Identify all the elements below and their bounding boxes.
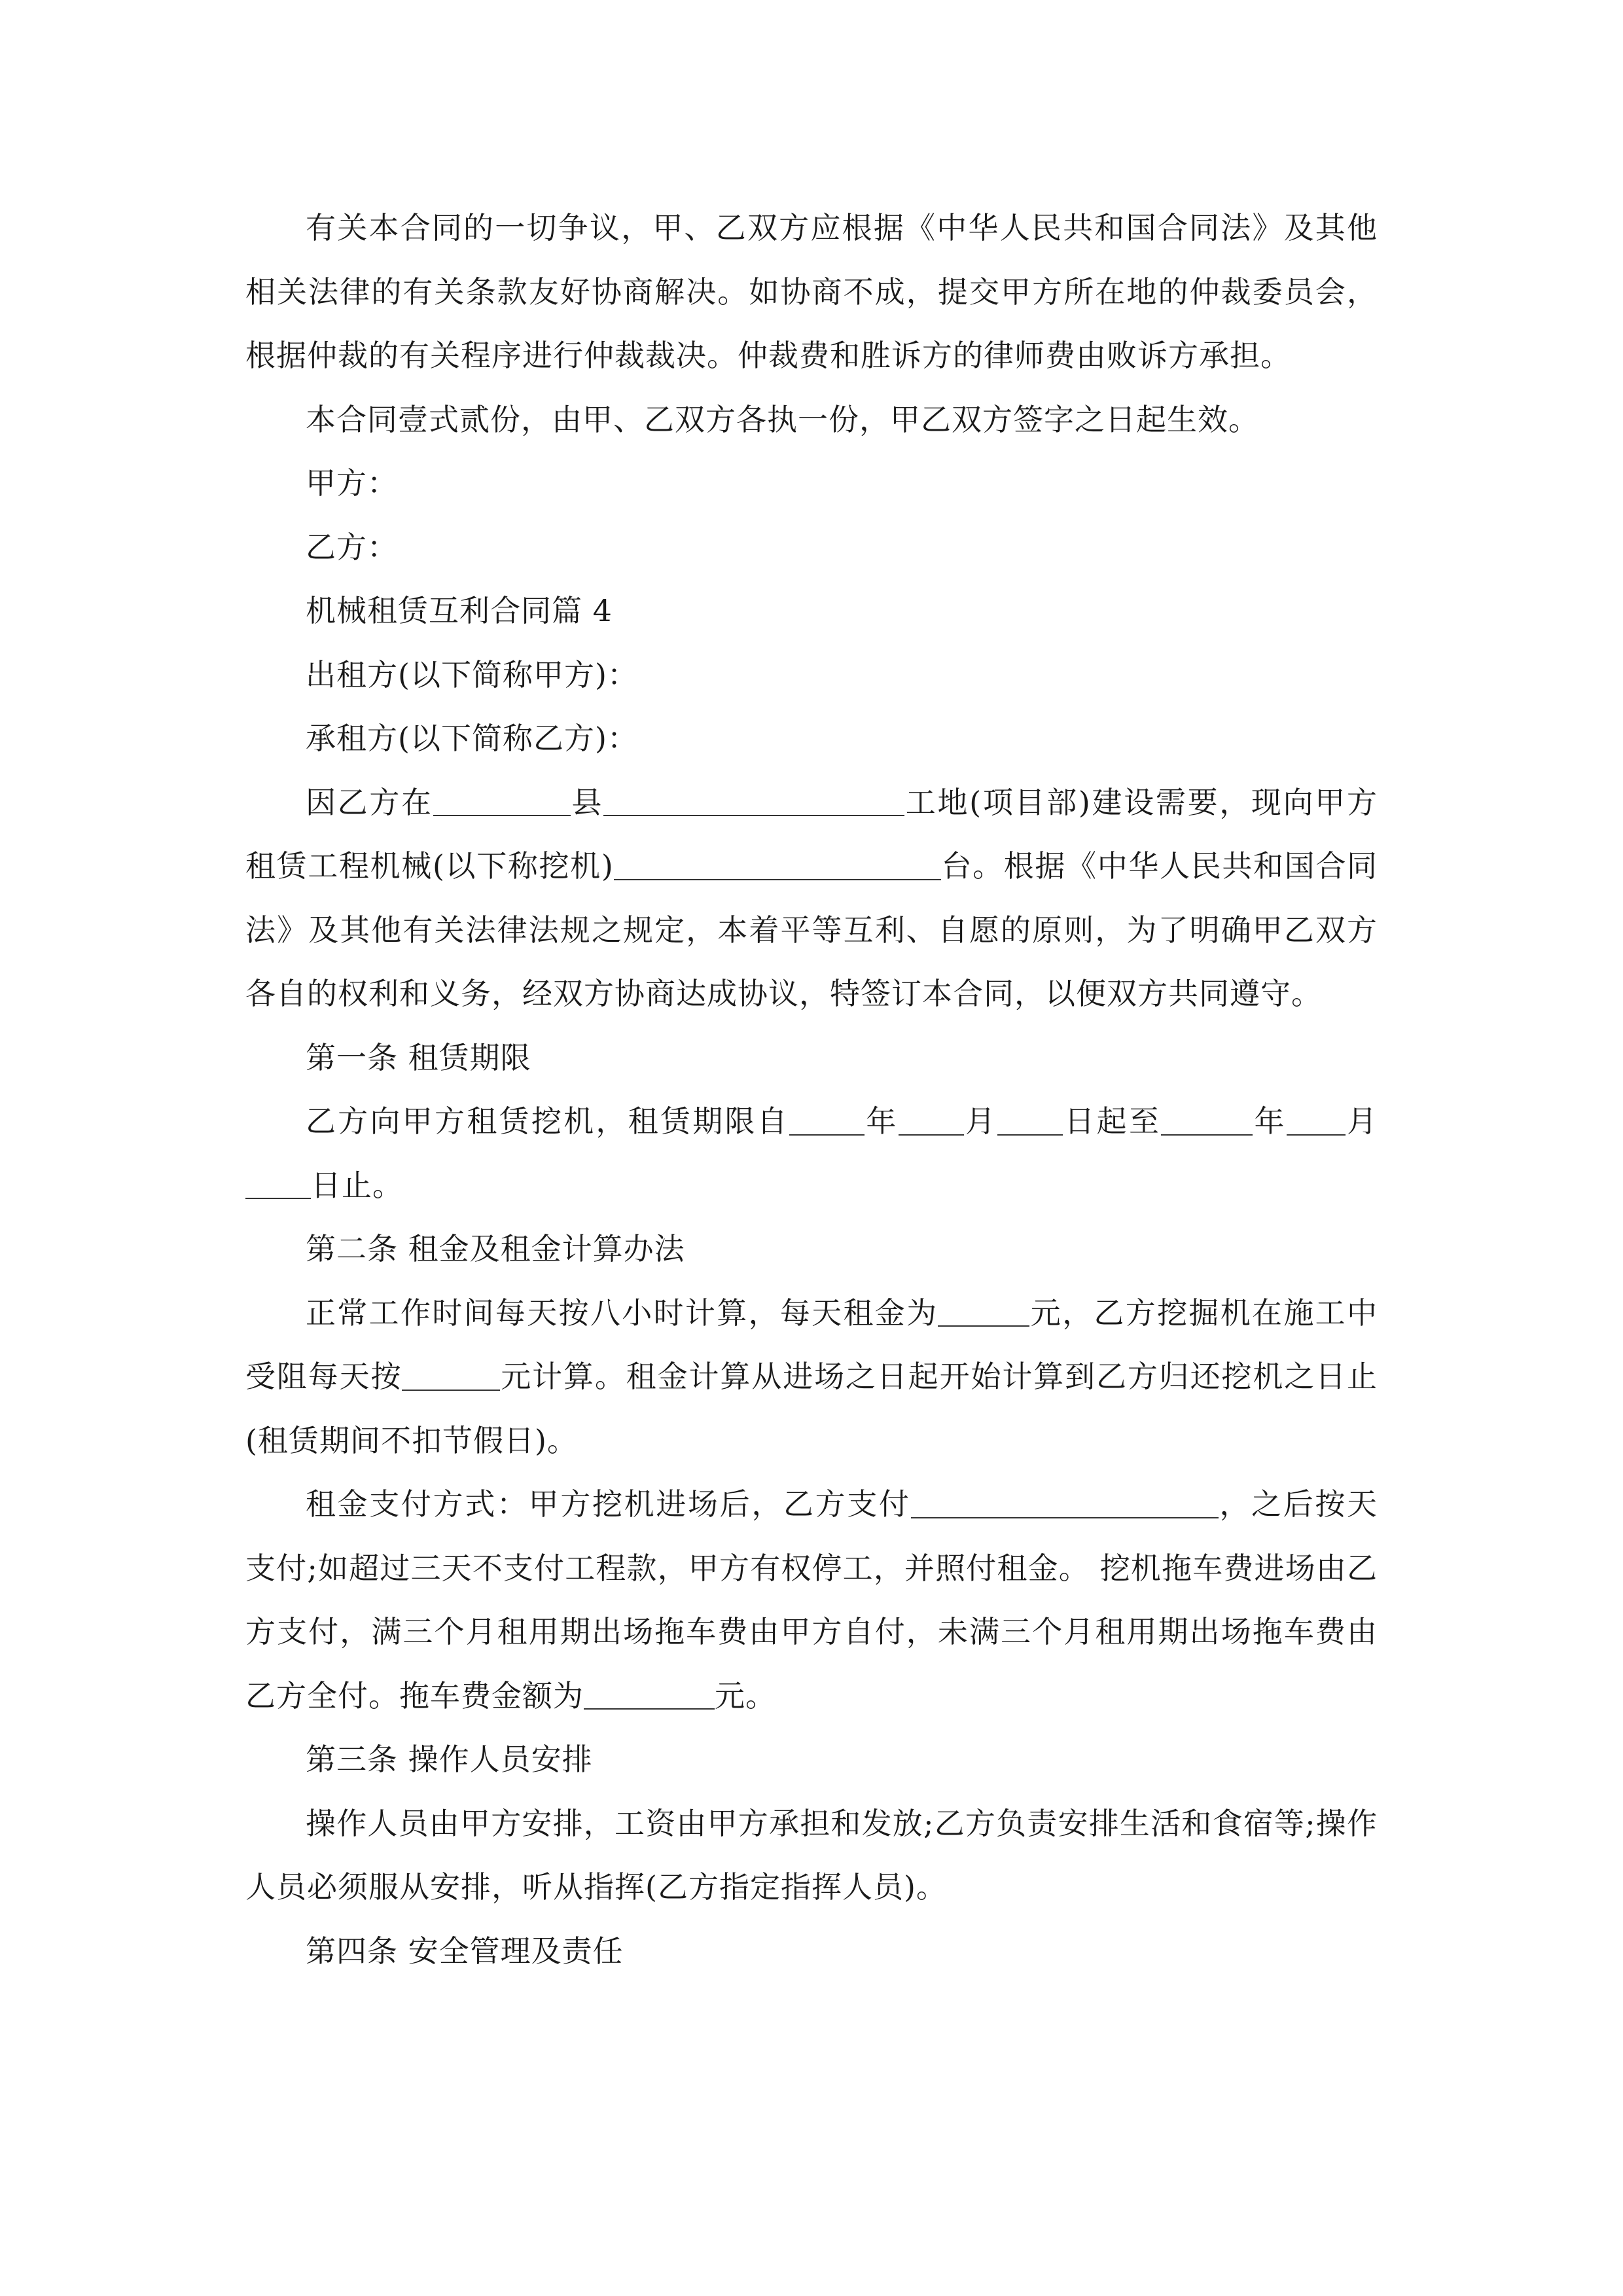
fill-blank-county[interactable]: [433, 785, 571, 816]
fill-blank-machine-count[interactable]: [614, 849, 941, 880]
paragraph-operator-arrangement: 操作人员由甲方安排，工资由甲方承担和发放;乙方负责安排生活和食宿等;操作人员必须服从安排，听从指挥(乙方指定指挥人员)。: [245, 1805, 1378, 1905]
text-segment: 正常工作时间每天按八小时计算，每天租金为: [306, 1295, 938, 1331]
fill-blank-site[interactable]: [603, 785, 904, 816]
paragraph-lease-term: [245, 1090, 1378, 1217]
text-segment: 日止。: [311, 1167, 403, 1203]
article-2-heading: 第二条 租金及租金计算办法: [306, 1231, 685, 1266]
fill-blank-end-year[interactable]: [1161, 1104, 1253, 1136]
article-3-heading: 第三条 操作人员安排: [306, 1742, 593, 1777]
text-segment: 乙方向甲方租赁挖机，租赁期限自: [306, 1103, 790, 1139]
text-segment: 年: [865, 1103, 899, 1139]
text-segment: 元计算。租金计算从进场之日起开始计算到乙方归还挖机之日止(租赁期间不扣节假日)。: [245, 1359, 1378, 1458]
paragraph-preamble: [245, 771, 1378, 1026]
fill-blank-end-month[interactable]: [1287, 1104, 1346, 1136]
article-4-heading: 第四条 安全管理及责任: [306, 1933, 624, 1969]
text-segment: 元。: [715, 1677, 776, 1713]
text-segment: 台。根据《中华人民共和国合同法》及其他有关法律法规之规定，本着平等互利、自愿的原则，为了明确甲乙双方各自的权利和义务，经双方协商达成协议，特签订本合同，以便双方共同遵守。: [245, 848, 1378, 1011]
lessee-line: 承租方(以下简称乙方)：: [306, 721, 638, 756]
text-segment: 年: [1253, 1103, 1287, 1139]
fill-blank-start-year[interactable]: [789, 1104, 865, 1136]
fill-blank-daily-rent[interactable]: [938, 1295, 1029, 1327]
fill-blank-start-day[interactable]: [997, 1104, 1063, 1136]
text-segment: 日起至: [1063, 1103, 1162, 1139]
text-segment: ，之后按天支付;如超过三天不支付工程款，甲方有权停工，并照付租金。 挖机拖车费进场由乙方支付，满三个月租用期出场拖车费由甲方自付，未满三个月租用期出场拖车费由乙方全付。拖车费金额为: [245, 1486, 1378, 1713]
fill-blank-end-day[interactable]: [245, 1168, 311, 1199]
article-1-heading: 第一条 租赁期限: [306, 1039, 531, 1075]
paragraph-dispute-resolution: 有关本合同的一切争议，甲、乙双方应根据《中华人民共和国合同法》及其他相关法律的有关条款友好协商解决。如协商不成，提交甲方所在地的仲裁委员会，根据仲裁的有关程序进行仲裁裁决。仲裁费和胜诉方的律师费由败诉方承担。: [245, 210, 1378, 373]
fill-blank-start-month[interactable]: [899, 1104, 964, 1136]
paragraph-payment-method: [245, 1473, 1378, 1728]
text-segment: 月: [1345, 1103, 1378, 1139]
text-segment: 因乙方在: [306, 784, 433, 820]
fill-blank-towing-fee[interactable]: [584, 1678, 715, 1710]
text-segment: 工地(项目部)建设需要，现向甲方租赁工程机械(以下称挖机): [245, 784, 1378, 884]
fill-blank-blocked-rate[interactable]: [402, 1359, 500, 1391]
text-segment: 月: [963, 1103, 998, 1139]
section-heading: 机械租赁互利合同篇 4: [306, 593, 613, 628]
document-page: [245, 196, 1378, 1983]
text-segment: 元，乙方挖掘机在施工中受阻每天按: [245, 1295, 1378, 1394]
text-segment: 县: [570, 784, 604, 820]
lessor-line: 出租方(以下简称甲方)：: [306, 656, 638, 692]
fill-blank-prepayment[interactable]: [911, 1487, 1219, 1518]
paragraph-rent-calculation: [245, 1282, 1378, 1473]
text-segment: 租金支付方式：甲方挖机进场后，乙方支付: [306, 1486, 911, 1522]
paragraph-copies-effective: 本合同壹式贰份，由甲、乙双方各执一份，甲乙双方签字之日起生效。: [306, 401, 1259, 437]
party-a-signature-line: 甲方：: [306, 465, 398, 501]
party-b-signature-line: 乙方：: [306, 529, 398, 565]
